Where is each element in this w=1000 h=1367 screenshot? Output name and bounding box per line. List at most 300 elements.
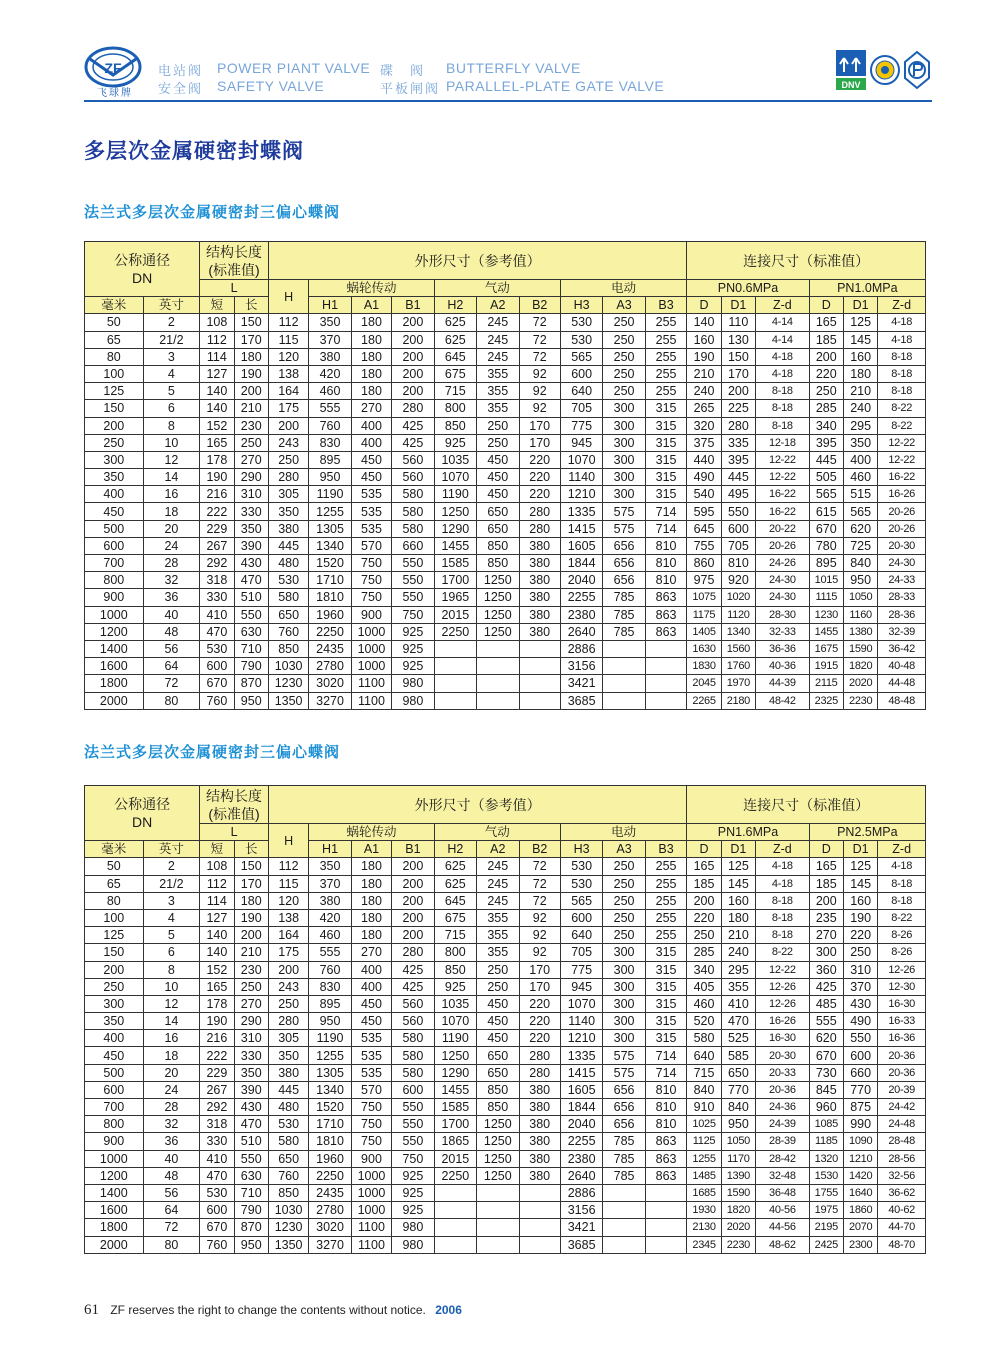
- table-cell: 255: [645, 892, 687, 909]
- table-cell: 1340: [721, 623, 755, 640]
- table-cell: 800: [85, 1116, 144, 1133]
- table-cell: 300: [603, 451, 645, 468]
- table-cell: 555: [809, 1013, 843, 1030]
- table-cell: 710: [234, 640, 268, 657]
- table-cell: 315: [645, 944, 687, 961]
- table-cell: 280: [721, 417, 755, 434]
- table-cell: 8-18: [756, 417, 810, 434]
- table-cell: 190: [234, 909, 268, 926]
- table-cell: 245: [477, 875, 519, 892]
- table-cell: 36-62: [878, 1184, 926, 1201]
- table-cell: 1030: [268, 658, 308, 675]
- table-cell: 4-14: [756, 331, 810, 348]
- table-cell: 580: [392, 1047, 434, 1064]
- table-cell: 1630: [687, 640, 721, 657]
- table-cell: 1075: [687, 589, 721, 606]
- table-cell: 1600: [85, 1202, 144, 1219]
- table-cell: 1755: [809, 1184, 843, 1201]
- table-cell: 280: [519, 503, 560, 520]
- table-cell: 656: [603, 572, 645, 589]
- table-cell: 200: [392, 927, 434, 944]
- table-cell: 125: [721, 858, 755, 875]
- table-cell: 48: [143, 623, 200, 640]
- electric-header: 电动: [560, 824, 686, 841]
- connection-header: 连接尺寸（标准值）: [687, 242, 926, 280]
- table-cell: 1970: [721, 675, 755, 692]
- table-cell: 40: [143, 606, 200, 623]
- table-cell: 185: [687, 875, 721, 892]
- page-header: [0, 0, 1000, 104]
- table-cell: 565: [843, 503, 877, 520]
- table-cell: 243: [268, 434, 308, 451]
- table-cell: 190: [200, 469, 234, 486]
- table-cell: [519, 1236, 560, 1253]
- table-cell: 650: [268, 1150, 308, 1167]
- table-cell: 210: [721, 927, 755, 944]
- table-cell: 1710: [309, 1116, 351, 1133]
- table-cell: 645: [434, 892, 476, 909]
- table-cell: 245: [477, 331, 519, 348]
- table-cell: 2250: [434, 1167, 476, 1184]
- table-cell: 530: [560, 858, 602, 875]
- table-cell: 895: [309, 451, 351, 468]
- table-cell: 330: [234, 503, 268, 520]
- table-row: [85, 1064, 926, 1081]
- table-cell: [477, 692, 519, 709]
- table-cell: 895: [809, 555, 843, 572]
- table-cell: 400: [85, 486, 144, 503]
- table-cell: 300: [809, 944, 843, 961]
- table-cell: 210: [687, 365, 721, 382]
- table-cell: 12-26: [756, 978, 810, 995]
- table-cell: 180: [234, 348, 268, 365]
- table-cell: 12-26: [878, 961, 926, 978]
- table-cell: [519, 640, 560, 657]
- table-cell: 600: [721, 520, 755, 537]
- table-cell: 200: [234, 383, 268, 400]
- table-cell: 380: [309, 348, 351, 365]
- table-cell: 200: [721, 383, 755, 400]
- table-cell: 550: [392, 589, 434, 606]
- table-cell: 170: [519, 434, 560, 451]
- table-cell: 670: [200, 1219, 234, 1236]
- table-cell: 170: [721, 365, 755, 382]
- table-cell: 16: [143, 486, 200, 503]
- table-cell: 305: [268, 486, 308, 503]
- table-cell: 470: [234, 572, 268, 589]
- table-cell: 550: [234, 1150, 268, 1167]
- table-cell: 32-48: [756, 1167, 810, 1184]
- table-cell: 8-18: [878, 383, 926, 400]
- table-cell: 220: [519, 486, 560, 503]
- table-row: [85, 978, 926, 995]
- table-cell: 1350: [268, 692, 308, 709]
- sub-header: A3: [603, 841, 645, 858]
- table-cell: 430: [843, 995, 877, 1012]
- table-cell: [434, 1184, 476, 1201]
- table-cell: 4: [143, 365, 200, 382]
- sub-header: B1: [392, 841, 434, 858]
- table-cell: 535: [351, 503, 391, 520]
- table-cell: 900: [85, 1133, 144, 1150]
- table-cell: 810: [645, 555, 687, 572]
- table-cell: 450: [351, 995, 391, 1012]
- table-cell: 1035: [434, 451, 476, 468]
- table-cell: 600: [392, 1081, 434, 1098]
- table-cell: 230: [234, 961, 268, 978]
- table-cell: 2640: [560, 623, 602, 640]
- pressure-b-header: PN2.5MPa: [809, 824, 925, 841]
- table-cell: [477, 640, 519, 657]
- table-cell: 40-56: [756, 1202, 810, 1219]
- table-cell: [477, 675, 519, 692]
- table-cell: [645, 1219, 687, 1236]
- sub-header: A1: [351, 297, 391, 314]
- table-cell: 400: [85, 1030, 144, 1047]
- table-cell: 64: [143, 1202, 200, 1219]
- table-cell: 900: [351, 1150, 391, 1167]
- table-cell: 450: [477, 486, 519, 503]
- table-cell: 210: [843, 383, 877, 400]
- table-cell: 250: [234, 978, 268, 995]
- table-cell: 670: [809, 520, 843, 537]
- table-row: [85, 503, 926, 520]
- table-cell: 1844: [560, 1099, 602, 1116]
- table-cell: 180: [234, 892, 268, 909]
- table-cell: 1915: [809, 658, 843, 675]
- table-cell: [477, 1236, 519, 1253]
- footer-notice: ZF reserves the right to change the contents without notice.: [110, 1303, 426, 1317]
- table-cell: 255: [645, 909, 687, 926]
- table-cell: 850: [477, 1099, 519, 1116]
- table-cell: 112: [268, 314, 308, 331]
- table-cell: 1000: [85, 606, 144, 623]
- table-cell: 1685: [687, 1184, 721, 1201]
- table-cell: 925: [392, 1202, 434, 1219]
- table-cell: 730: [809, 1064, 843, 1081]
- table-cell: 8-18: [878, 892, 926, 909]
- table-cell: 850: [268, 1184, 308, 1201]
- table-cell: 250: [603, 383, 645, 400]
- table-cell: 2040: [560, 572, 602, 589]
- table-cell: [519, 1219, 560, 1236]
- table-cell: 8-22: [756, 944, 810, 961]
- table-cell: 656: [603, 1099, 645, 1116]
- table-cell: 2020: [721, 1219, 755, 1236]
- table-cell: 540: [687, 486, 721, 503]
- table-row: [85, 875, 926, 892]
- table-cell: 845: [809, 1081, 843, 1098]
- table-cell: 355: [477, 909, 519, 926]
- table-cell: 170: [519, 978, 560, 995]
- table-cell: 3685: [560, 692, 602, 709]
- table-cell: 28: [143, 1099, 200, 1116]
- dn-header: 公称通径 DN: [85, 786, 200, 841]
- category-zh-safety: 安全阀: [158, 82, 204, 97]
- table-cell: 980: [392, 1236, 434, 1253]
- table-cell: 2130: [687, 1219, 721, 1236]
- table-cell: 350: [85, 469, 144, 486]
- dn-header: 公称通径 DN: [85, 242, 200, 297]
- table-cell: 315: [645, 400, 687, 417]
- table-cell: 440: [687, 451, 721, 468]
- table-cell: 300: [85, 451, 144, 468]
- table-cell: 1100: [351, 692, 391, 709]
- sub-header: A2: [477, 297, 519, 314]
- table-cell: 24-42: [878, 1099, 926, 1116]
- table-cell: 1085: [809, 1116, 843, 1133]
- table-cell: 48: [143, 1167, 200, 1184]
- table-cell: 920: [721, 572, 755, 589]
- table-cell: 8-18: [878, 875, 926, 892]
- table-cell: 925: [392, 658, 434, 675]
- table-cell: 310: [234, 1030, 268, 1047]
- table-cell: [434, 1219, 476, 1236]
- table-cell: 445: [721, 469, 755, 486]
- table-cell: 200: [392, 331, 434, 348]
- table-cell: 2780: [309, 1202, 351, 1219]
- table-cell: 790: [234, 1202, 268, 1219]
- table-cell: 580: [392, 1030, 434, 1047]
- table-cell: 565: [809, 486, 843, 503]
- table-cell: 24-36: [756, 1099, 810, 1116]
- table-cell: 180: [351, 348, 391, 365]
- table-cell: 285: [809, 400, 843, 417]
- table-cell: 255: [645, 365, 687, 382]
- table-cell: 460: [843, 469, 877, 486]
- sub-header: H3: [560, 841, 602, 858]
- table-cell: 295: [843, 417, 877, 434]
- table-cell: 250: [268, 451, 308, 468]
- table-cell: 180: [351, 314, 391, 331]
- table-cell: 510: [234, 589, 268, 606]
- category-zh-power-plant: 电站阀: [158, 64, 204, 79]
- table-cell: 72: [519, 314, 560, 331]
- table-cell: [477, 1219, 519, 1236]
- table-cell: 1050: [721, 1133, 755, 1150]
- table-cell: 400: [351, 417, 391, 434]
- table-cell: 960: [809, 1099, 843, 1116]
- table-cell: 140: [200, 383, 234, 400]
- table-cell: 400: [351, 961, 391, 978]
- table-cell: 1250: [477, 606, 519, 623]
- table-cell: 1030: [268, 1202, 308, 1219]
- table-cell: 380: [519, 606, 560, 623]
- table-cell: 125: [85, 383, 144, 400]
- table-cell: 2015: [434, 1150, 476, 1167]
- table-cell: 863: [645, 623, 687, 640]
- table-cell: 8-18: [756, 909, 810, 926]
- table-cell: 450: [477, 469, 519, 486]
- long-header: 长: [234, 297, 268, 314]
- table-cell: 250: [268, 995, 308, 1012]
- table-cell: 160: [687, 331, 721, 348]
- table-cell: 945: [560, 978, 602, 995]
- table-cell: 980: [392, 692, 434, 709]
- table-cell: 625: [434, 875, 476, 892]
- table-cell: 380: [268, 520, 308, 537]
- table-1-title: 法兰式多层次金属硬密封三偏心蝶阀: [84, 203, 341, 221]
- table-cell: 56: [143, 640, 200, 657]
- table-cell: 28-56: [878, 1150, 926, 1167]
- table-cell: 1000: [351, 658, 391, 675]
- table-cell: 24-26: [756, 555, 810, 572]
- table-cell: 1415: [560, 520, 602, 537]
- table-cell: 16-22: [756, 503, 810, 520]
- table-cell: 267: [200, 537, 234, 554]
- table-cell: 1335: [560, 503, 602, 520]
- table-cell: 44-56: [756, 1219, 810, 1236]
- table-cell: 21/2: [143, 875, 200, 892]
- table-cell: 1250: [477, 1167, 519, 1184]
- sub-header: D: [809, 841, 843, 858]
- table-cell: 200: [268, 417, 308, 434]
- table-cell: 370: [309, 875, 351, 892]
- sub-header: D: [809, 297, 843, 314]
- table-cell: 450: [477, 451, 519, 468]
- table-cell: 2886: [560, 1184, 602, 1201]
- table-cell: 250: [603, 909, 645, 926]
- table-cell: 380: [519, 1099, 560, 1116]
- sub-header: Z-d: [756, 297, 810, 314]
- table-cell: 350: [268, 503, 308, 520]
- table-cell: 425: [392, 434, 434, 451]
- table-cell: 600: [843, 1047, 877, 1064]
- table-cell: 280: [519, 1064, 560, 1081]
- sub-header: B3: [645, 297, 687, 314]
- table-cell: 2000: [85, 1236, 144, 1253]
- table-cell: 220: [519, 1030, 560, 1047]
- table-cell: 725: [843, 537, 877, 554]
- table-cell: 714: [645, 520, 687, 537]
- table-cell: 265: [687, 400, 721, 417]
- table-cell: 8-18: [756, 892, 810, 909]
- table-cell: 255: [645, 383, 687, 400]
- table-cell: 510: [234, 1133, 268, 1150]
- table-cell: 1255: [309, 1047, 351, 1064]
- table-cell: 200: [809, 348, 843, 365]
- table-cell: 28-48: [878, 1133, 926, 1150]
- table-cell: 390: [234, 537, 268, 554]
- table-cell: 3421: [560, 1219, 602, 1236]
- table-cell: 145: [843, 875, 877, 892]
- table-cell: 315: [645, 451, 687, 468]
- logo-text: 飞球牌: [97, 88, 133, 99]
- table-cell: 250: [477, 434, 519, 451]
- table-cell: 850: [434, 417, 476, 434]
- category-zh-butterfly: 碟 阀: [380, 64, 426, 79]
- table-cell: 280: [519, 520, 560, 537]
- table-cell: 92: [519, 365, 560, 382]
- table-cell: 110: [721, 314, 755, 331]
- table-cell: 12: [143, 451, 200, 468]
- table-cell: 1255: [309, 503, 351, 520]
- table-cell: 1070: [560, 451, 602, 468]
- table-cell: 645: [434, 348, 476, 365]
- table-cell: 216: [200, 1030, 234, 1047]
- table-body: [85, 858, 926, 1253]
- table-cell: 555: [309, 400, 351, 417]
- table-row: [85, 1099, 926, 1116]
- table-cell: 21/2: [143, 331, 200, 348]
- table-cell: 810: [645, 1081, 687, 1098]
- table-cell: [477, 1184, 519, 1201]
- table-cell: 270: [351, 400, 391, 417]
- table-cell: 520: [687, 1013, 721, 1030]
- table-cell: 1175: [687, 606, 721, 623]
- table-cell: 1340: [309, 1081, 351, 1098]
- table-cell: 92: [519, 909, 560, 926]
- table-cell: 950: [309, 1013, 351, 1030]
- table-cell: 200: [392, 875, 434, 892]
- table-cell: 925: [392, 1184, 434, 1201]
- table-row: [85, 995, 926, 1012]
- table-cell: 180: [351, 909, 391, 926]
- table-cell: 535: [351, 486, 391, 503]
- footer-year: 2006: [435, 1303, 462, 1317]
- table-cell: 560: [392, 995, 434, 1012]
- table-cell: 925: [434, 978, 476, 995]
- table-cell: 1290: [434, 1064, 476, 1081]
- table-cell: 1810: [309, 1133, 351, 1150]
- table-cell: 1810: [309, 589, 351, 606]
- table-cell: 315: [645, 469, 687, 486]
- table-cell: 1455: [434, 537, 476, 554]
- table-cell: 164: [268, 383, 308, 400]
- table-cell: 16-26: [878, 486, 926, 503]
- table-cell: 315: [645, 486, 687, 503]
- table-cell: 180: [721, 909, 755, 926]
- table-cell: 530: [200, 640, 234, 657]
- table-cell: 810: [645, 537, 687, 554]
- sub-header: B3: [645, 841, 687, 858]
- table-cell: 750: [351, 555, 391, 572]
- table-cell: 32-56: [878, 1167, 926, 1184]
- table-cell: 3020: [309, 1219, 351, 1236]
- table-cell: 220: [687, 909, 721, 926]
- table-row: [85, 434, 926, 451]
- table-cell: 2425: [809, 1236, 843, 1253]
- table-cell: 92: [519, 927, 560, 944]
- table-cell: 550: [392, 1133, 434, 1150]
- table-cell: 380: [519, 1150, 560, 1167]
- table-cell: 290: [234, 469, 268, 486]
- table-cell: 112: [200, 331, 234, 348]
- table-cell: 380: [519, 589, 560, 606]
- table-cell: 200: [268, 961, 308, 978]
- table-cell: 114: [200, 348, 234, 365]
- table-row: [85, 537, 926, 554]
- table-cell: [434, 675, 476, 692]
- table-cell: 2015: [434, 606, 476, 623]
- table-cell: 380: [268, 1064, 308, 1081]
- table-cell: 315: [645, 995, 687, 1012]
- table-cell: 850: [477, 537, 519, 554]
- table-cell: 1035: [434, 995, 476, 1012]
- table-cell: 785: [603, 1167, 645, 1184]
- table-cell: 990: [843, 1116, 877, 1133]
- table-cell: 445: [809, 451, 843, 468]
- table-cell: 350: [309, 858, 351, 875]
- table-cell: 535: [351, 1064, 391, 1081]
- l-header: L: [200, 280, 269, 297]
- table-cell: 850: [268, 640, 308, 657]
- table-cell: 530: [200, 1184, 234, 1201]
- table-cell: 255: [645, 348, 687, 365]
- table-cell: 705: [721, 537, 755, 554]
- table-cell: 925: [392, 1167, 434, 1184]
- table-cell: 1000: [351, 1202, 391, 1219]
